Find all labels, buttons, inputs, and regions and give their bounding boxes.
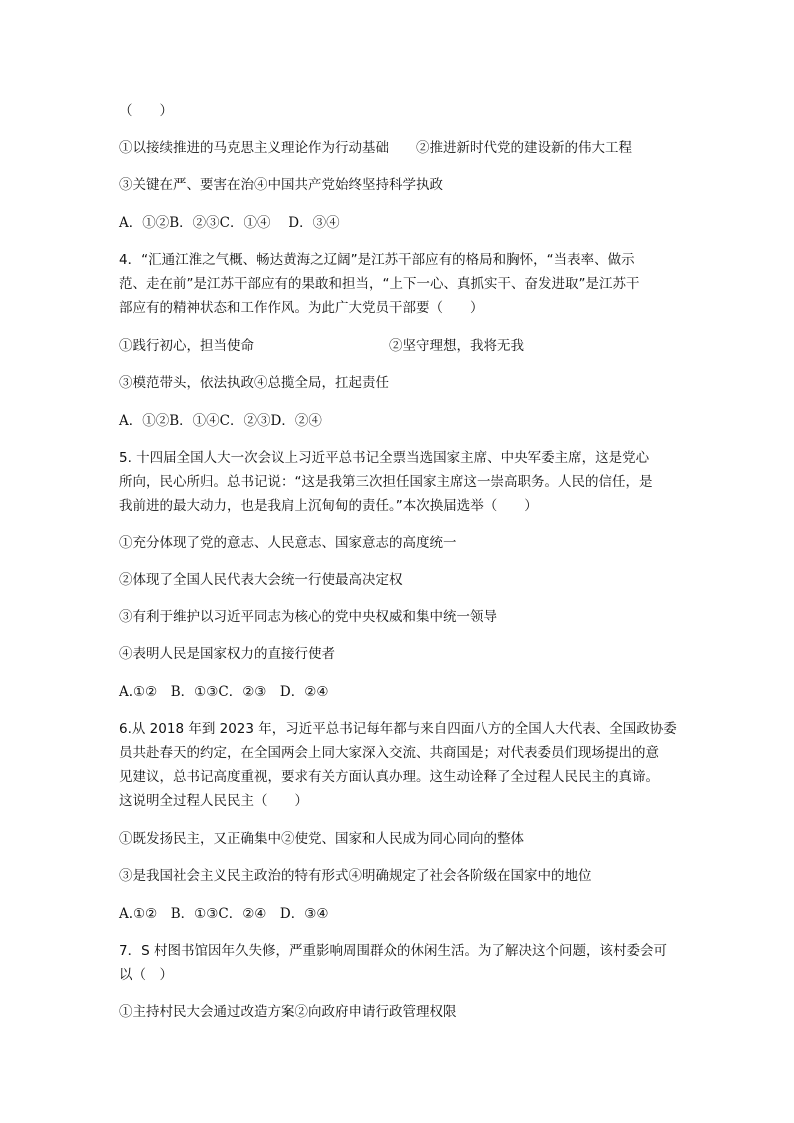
q6-stem-line-3: 见建议，总书记高度重视，要求有关方面认真办理。这生动诠释了全过程人民民主的真谛。 <box>119 769 659 785</box>
q5-answer-choices: A.①② B．①③C．②③ D．②④ <box>119 684 329 700</box>
q4-stem-line-3: 部应有的精神状态和工作作风。为此广大党员干部要（ ） <box>119 300 484 316</box>
q5-option-2: ②体现了全国人民代表大会统一行使最高决定权 <box>119 572 403 588</box>
q3-options-1-2: ①以接续推进的马克思主义理论作为行动基础 ②推进新时代党的建设新的伟大工程 <box>119 140 632 156</box>
q4-options-3-4: ③模范带头，依法执政④总揽全局，扛起责任 <box>119 375 389 391</box>
q6-options-1-2: ①既发扬民主，又正确集中②使党、国家和人民成为同心同向的整体 <box>119 831 524 847</box>
q5-option-3: ③有利于维护以习近平同志为核心的党中央权威和集中统一领导 <box>119 609 497 625</box>
q3-answer-choices: A．①②B．②③C．①④ D．③④ <box>119 215 340 231</box>
q5-option-4: ④表明人民是国家权力的直接行使者 <box>119 646 335 662</box>
answer-bracket: （ ） <box>119 103 173 119</box>
q4-stem-line-2: 范、走在前”是江苏干部应有的果敢和担当，“上下一心、真抓实干、奋发进取”是江苏干 <box>119 276 640 292</box>
q7-stem-line-1: 7．S 村图书馆因年久失修，严重影响周围群众的休闲生活。为了解决这个问题，该村委会可 <box>119 943 667 959</box>
q6-options-3-4: ③是我国社会主义民主政治的特有形式④明确规定了社会各阶级在国家中的地位 <box>119 868 592 884</box>
q6-stem-line-1: 6.从 2018 年到 2023 年，习近平总书记每年都与来自四面八方的全国人大代表、全国政协委 <box>119 721 677 737</box>
q6-stem-line-4: 这说明全过程人民民主（ ） <box>119 793 308 809</box>
q5-stem-line-2: 所向，民心所归。总书记说：“这是我第三次担任国家主席这一崇高职务。人民的信任，是 <box>119 474 653 490</box>
q6-stem-line-2: 员共赴春天的约定，在全国两会上同大家深入交流、共商国是；对代表委员们现场提出的意 <box>119 745 659 761</box>
q5-stem-line-1: 5. 十四届全国人大一次会议上习近平总书记全票当选国家主席、中央军委主席，这是党心 <box>119 450 650 466</box>
q7-stem-line-2: 以（ ） <box>119 967 173 983</box>
q4-options-1-2: ①践行初心，担当使命 ②坚守理想，我将无我 <box>119 338 524 354</box>
q3-options-3-4: ③关键在严、要害在治④中国共产党始终坚持科学执政 <box>119 177 443 193</box>
q4-answer-choices: A．①②B．①④C．②③D．②④ <box>119 413 322 429</box>
q5-option-1: ①充分体现了党的意志、人民意志、国家意志的高度统一 <box>119 535 457 551</box>
q5-stem-line-3: 我前进的最大动力，也是我肩上沉甸甸的责任。”本次换届选举（ ） <box>119 498 538 514</box>
q7-options-1-2: ①主持村民大会通过改造方案②向政府申请行政管理权限 <box>119 1004 457 1020</box>
q4-stem-line-1: 4．“汇通江淮之气概、畅达黄海之辽阔”是江苏干部应有的格局和胸怀，“当表率、做示 <box>119 252 635 268</box>
q6-answer-choices: A.①② B．①③C．②④ D．③④ <box>119 906 329 922</box>
